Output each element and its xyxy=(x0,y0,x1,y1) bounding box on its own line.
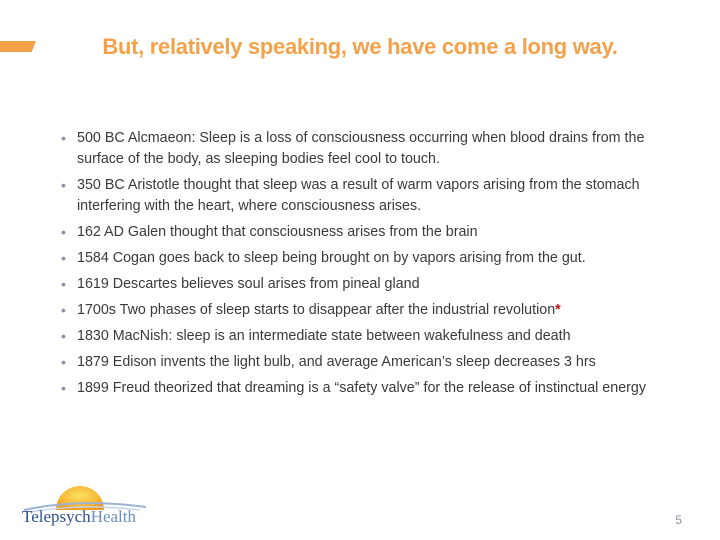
bullet-text: 1619 Descartes believes soul arises from pineal gland xyxy=(77,276,420,292)
logo-wordmark xyxy=(22,507,136,527)
bullet-text: 162 AD Galen thought that consciousness arises from the brain xyxy=(77,224,478,240)
bullet-text: 1584 Cogan goes back to sleep being brought on by vapors arising from the gut. xyxy=(77,250,586,266)
bullet-item xyxy=(60,248,680,269)
bullet-item xyxy=(60,128,680,170)
logo-word-telepsych: Telepsych xyxy=(22,507,91,526)
slide-title: But, relatively speaking, we have come a long way. xyxy=(102,34,618,59)
bullet-list xyxy=(60,128,680,404)
bullet-text: 1879 Edison invents the light bulb, and average American’s sleep decreases 3 hrs xyxy=(77,354,596,370)
telepsych-health-logo xyxy=(20,474,150,530)
page-number: 5 xyxy=(675,513,682,527)
bullet-text: 1899 Freud theorized that dreaming is a “safety valve” for the release of instinctual energy xyxy=(77,380,647,396)
bullet-item xyxy=(60,352,680,373)
bullet-item xyxy=(60,222,680,243)
footnote-asterisk: * xyxy=(555,302,561,318)
bullet-text: 1830 MacNish: sleep is an intermediate state between wakefulness and death xyxy=(77,328,571,344)
bullet-item xyxy=(60,300,680,321)
bullet-item xyxy=(60,274,680,295)
logo-word-health: Health xyxy=(90,507,137,526)
bullet-item xyxy=(60,175,680,217)
bullet-text: 350 BC Aristotle thought that sleep was a result of warm vapors arising from the stomach interfering with the heart, where consciousness arises. xyxy=(77,177,640,214)
bullet-item xyxy=(60,378,680,399)
bullet-item xyxy=(60,326,680,347)
bullet-text: 1700s Two phases of sleep starts to disappear after the industrial revolution xyxy=(77,302,556,318)
bullet-text: 500 BC Alcmaeon: Sleep is a loss of consciousness occurring when blood drains from the surface of the body, as sleeping bodies feel cool to touch. xyxy=(77,130,645,167)
